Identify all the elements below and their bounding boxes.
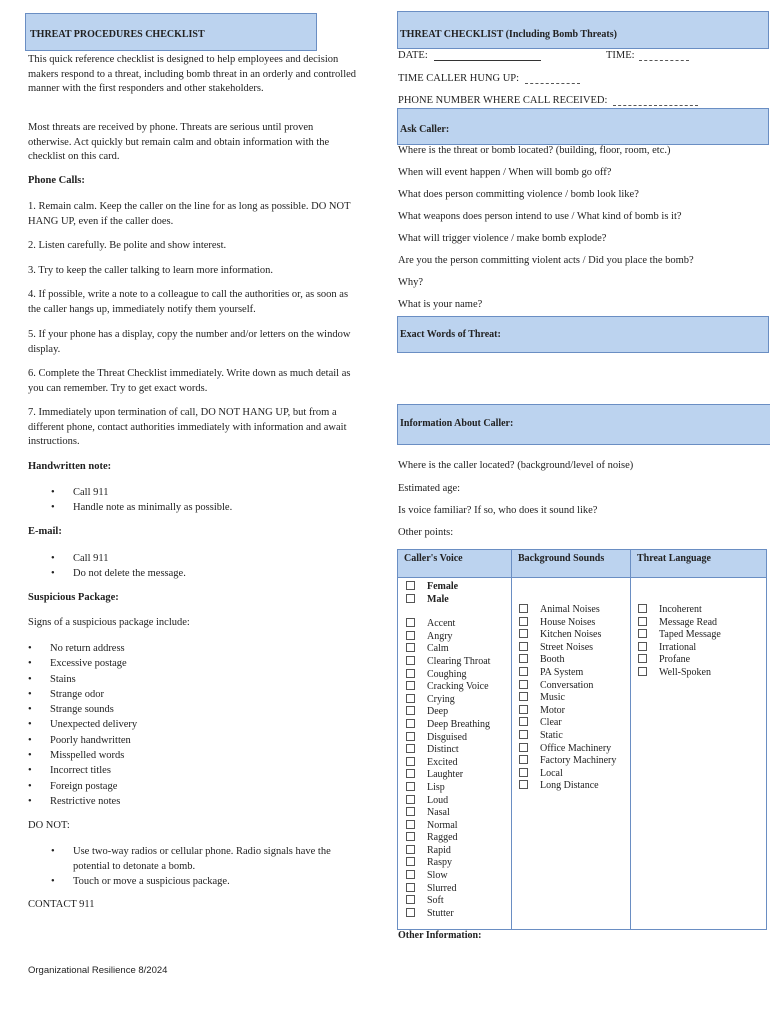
- checkbox-item[interactable]: Deep Breathing: [406, 719, 511, 732]
- checkbox-icon[interactable]: [406, 581, 415, 590]
- handwritten-list: [73, 485, 232, 516]
- checkbox-icon[interactable]: [406, 681, 415, 690]
- question: What will trigger violence / make bomb explode?: [398, 233, 607, 244]
- list-item: • Touch or move a suspicious package.: [73, 875, 358, 890]
- checkbox-icon[interactable]: [519, 667, 528, 676]
- checkbox-icon[interactable]: [519, 692, 528, 701]
- checkbox-item[interactable]: Lisp: [406, 782, 511, 795]
- checkbox-icon[interactable]: [406, 857, 415, 866]
- sounds-list: [512, 578, 630, 793]
- checkbox-icon[interactable]: [519, 604, 528, 613]
- col-header-language: Threat Language: [631, 550, 767, 578]
- checkbox-icon[interactable]: [406, 732, 415, 741]
- question: Why?: [398, 277, 424, 288]
- checkbox-item[interactable]: Loud: [406, 795, 511, 808]
- step-6: 6. Complete the Threat Checklist immediately. Write down as much detail as you can remember. Try to get exact words.: [28, 368, 351, 394]
- checkbox-icon[interactable]: [638, 667, 647, 676]
- checkbox-item[interactable]: Incoherent: [638, 604, 766, 617]
- language-list: [631, 578, 766, 680]
- info-caller-box: [397, 404, 770, 445]
- checkbox-icon[interactable]: [406, 757, 415, 766]
- hungup-field: [398, 73, 580, 84]
- checkbox-icon[interactable]: [519, 617, 528, 626]
- checkbox-item[interactable]: Distinct: [406, 744, 511, 757]
- col-header-sounds: Background Sounds: [512, 550, 631, 578]
- checkbox-icon[interactable]: [406, 643, 415, 652]
- list-item: • Incorrect titles: [50, 763, 137, 778]
- phone-calls-heading: Phone Calls:: [28, 175, 85, 186]
- footer-text: Organizational Resilience 8/2024: [28, 965, 168, 976]
- list-item: • Unexpected delivery: [50, 717, 137, 732]
- info-caller-heading: Information About Caller:: [400, 418, 514, 429]
- exact-words-area[interactable]: [397, 355, 769, 400]
- checkbox-item[interactable]: Female: [406, 581, 511, 594]
- checkbox-icon[interactable]: [406, 845, 415, 854]
- question: Are you the person committing violent acts / Did you place the bomb?: [398, 255, 694, 266]
- other-information-label: Other Information:: [398, 930, 482, 941]
- checkbox-item[interactable]: Local: [519, 768, 630, 781]
- checkbox-item[interactable]: Crying: [406, 694, 511, 707]
- estimated-age-line: Estimated age:: [398, 483, 461, 494]
- checkbox-icon[interactable]: [406, 883, 415, 892]
- list-item: • Use two-way radios or cellular phone. Radio signals have the potential to detonate a bomb.: [73, 845, 358, 874]
- checkbox-item[interactable]: Static: [519, 730, 630, 743]
- question: What weapons does person intend to use / What kind of bomb is it?: [398, 211, 682, 222]
- date-line[interactable]: [434, 50, 541, 61]
- voice-familiar-line: Is voice familiar? If so, who does it sound like?: [398, 505, 598, 516]
- checkbox-item[interactable]: Animal Noises: [519, 604, 630, 617]
- list-item: • Stains: [50, 672, 137, 687]
- checkbox-icon[interactable]: [519, 743, 528, 752]
- checkbox-item[interactable]: Kitchen Noises: [519, 629, 630, 642]
- checkbox-item[interactable]: Long Distance: [519, 780, 630, 793]
- checkbox-icon[interactable]: [406, 782, 415, 791]
- right-title-box: [397, 11, 769, 49]
- checkbox-icon[interactable]: [406, 870, 415, 879]
- checkbox-item[interactable]: Coughing: [406, 669, 511, 682]
- checkbox-item[interactable]: Motor: [519, 705, 630, 718]
- time-line[interactable]: [639, 50, 689, 61]
- list-item: • Do not delete the message.: [73, 566, 186, 581]
- donot-list: [73, 845, 358, 890]
- checkbox-item[interactable]: Rapid: [406, 845, 511, 858]
- checkbox-item[interactable]: Booth: [519, 654, 630, 667]
- checkbox-item[interactable]: Stutter: [406, 908, 511, 921]
- question: What does person committing violence / bomb look like?: [398, 189, 639, 200]
- checkbox-item[interactable]: Clearing Throat: [406, 656, 511, 669]
- exact-words-heading: Exact Words of Threat:: [400, 329, 501, 340]
- checkbox-item[interactable]: Excited: [406, 757, 511, 770]
- checkbox-item[interactable]: Clear: [519, 717, 630, 730]
- checkbox-icon[interactable]: [406, 656, 415, 665]
- checkbox-item[interactable]: Message Read: [638, 617, 766, 630]
- language-column: [631, 578, 767, 930]
- checkbox-item[interactable]: House Noises: [519, 617, 630, 630]
- checkbox-item[interactable]: Laughter: [406, 769, 511, 782]
- checkbox-icon[interactable]: [638, 629, 647, 638]
- checkbox-item[interactable]: Music: [519, 692, 630, 705]
- date-field: [398, 50, 541, 61]
- gender-list: [398, 578, 511, 606]
- checkbox-item[interactable]: Taped Message: [638, 629, 766, 642]
- checkbox-icon[interactable]: [519, 705, 528, 714]
- list-item: • Foreign postage: [50, 779, 137, 794]
- checkbox-item[interactable]: Profane: [638, 654, 766, 667]
- list-item: • Misspelled words: [50, 748, 137, 763]
- email-heading: E-mail:: [28, 526, 62, 537]
- list-item: • No return address: [50, 641, 137, 656]
- step-2: 2. Listen carefully. Be polite and show interest.: [28, 240, 227, 251]
- checkbox-icon[interactable]: [406, 769, 415, 778]
- checkbox-item[interactable]: Accent: [406, 618, 511, 631]
- voice-column: [398, 578, 512, 930]
- checkbox-item[interactable]: Deep: [406, 706, 511, 719]
- exact-words-box: [397, 316, 769, 353]
- phone-number-label: PHONE NUMBER WHERE CALL RECEIVED:: [398, 95, 608, 106]
- checkbox-icon[interactable]: [406, 795, 415, 804]
- checkbox-item[interactable]: Well-Spoken: [638, 667, 766, 680]
- email-list: [73, 551, 186, 582]
- hungup-line[interactable]: [525, 73, 580, 84]
- other-points-line: Other points:: [398, 527, 454, 538]
- checkbox-icon[interactable]: [406, 807, 415, 816]
- signs-list: [50, 641, 137, 809]
- list-item: • Excessive postage: [50, 656, 137, 671]
- question: When will event happen / When will bomb go off?: [398, 167, 612, 178]
- checkbox-icon[interactable]: [638, 617, 647, 626]
- checkbox-icon[interactable]: [406, 744, 415, 753]
- voice-list: [398, 606, 511, 920]
- checkbox-item[interactable]: Male: [406, 594, 511, 607]
- list-item: • Call 911: [73, 485, 232, 500]
- checkbox-icon[interactable]: [638, 654, 647, 663]
- step-1: 1. Remain calm. Keep the caller on the line for as long as possible. DO NOT HANG UP, even if the caller does.: [28, 201, 351, 227]
- checkbox-item[interactable]: Normal: [406, 820, 511, 833]
- checkbox-icon[interactable]: [406, 908, 415, 917]
- step-3: 3. Try to keep the caller talking to learn more information.: [28, 265, 273, 276]
- checkbox-item[interactable]: Angry: [406, 631, 511, 644]
- time-field: [606, 50, 689, 61]
- checkbox-item[interactable]: Irrational: [638, 642, 766, 655]
- step-5: 5. If your phone has a display, copy the number and/or letters on the window display.: [28, 329, 351, 355]
- checkbox-item[interactable]: Factory Machinery: [519, 755, 630, 768]
- left-title-box: [25, 13, 317, 51]
- list-item: • Handle note as minimally as possible.: [73, 500, 232, 515]
- checkbox-item[interactable]: Conversation: [519, 680, 630, 693]
- checkbox-item[interactable]: Raspy: [406, 857, 511, 870]
- phone-number-field: [398, 95, 698, 106]
- list-item: • Strange sounds: [50, 702, 137, 717]
- checkbox-item[interactable]: Nasal: [406, 807, 511, 820]
- checkbox-icon[interactable]: [406, 832, 415, 841]
- ask-caller-heading: Ask Caller:: [400, 124, 450, 135]
- checkbox-icon[interactable]: [638, 642, 647, 651]
- checkbox-icon[interactable]: [406, 669, 415, 678]
- handwritten-heading: Handwritten note:: [28, 461, 112, 472]
- caller-characteristics-table: [397, 549, 767, 930]
- left-title: THREAT PROCEDURES CHECKLIST: [30, 29, 205, 40]
- donot-heading: DO NOT:: [28, 820, 70, 831]
- list-item: • Call 911: [73, 551, 186, 566]
- checkbox-icon[interactable]: [406, 706, 415, 715]
- col-header-voice: Caller's Voice: [398, 550, 512, 578]
- checkbox-item[interactable]: Calm: [406, 643, 511, 656]
- checkbox-icon[interactable]: [519, 780, 528, 789]
- checkbox-icon[interactable]: [406, 631, 415, 640]
- checkbox-item[interactable]: Office Machinery: [519, 743, 630, 756]
- checkbox-item[interactable]: Slurred: [406, 883, 511, 896]
- checkbox-icon[interactable]: [638, 604, 647, 613]
- hungup-label: TIME CALLER HUNG UP:: [398, 73, 520, 84]
- question: What is your name?: [398, 299, 483, 310]
- signs-intro: Signs of a suspicious package include:: [28, 617, 190, 628]
- intro-paragraph-2: Most threats are received by phone. Threats are serious until proven otherwise. Act quickly but remain calm and obtain information with the checklist on this card.: [28, 122, 330, 162]
- checkbox-icon[interactable]: [519, 730, 528, 739]
- list-item: • Strange odor: [50, 687, 137, 702]
- right-title: THREAT CHECKLIST (Including Bomb Threats): [400, 29, 617, 40]
- checkbox-item[interactable]: Disguised: [406, 732, 511, 745]
- checkbox-item[interactable]: Soft: [406, 895, 511, 908]
- list-item: • Restrictive notes: [50, 794, 137, 809]
- step-7: 7. Immediately upon termination of call, DO NOT HANG UP, but from a different phone, contact authorities immediately with information and await instructions.: [28, 407, 347, 447]
- checkbox-item[interactable]: PA System: [519, 667, 630, 680]
- list-item: • Poorly handwritten: [50, 733, 137, 748]
- checkbox-icon[interactable]: [406, 895, 415, 904]
- question: Where is the threat or bomb located? (building, floor, room, etc.): [398, 145, 671, 156]
- checkbox-icon[interactable]: [519, 629, 528, 638]
- checkbox-icon[interactable]: [406, 719, 415, 728]
- step-4: 4. If possible, write a note to a colleague to call the authorities or, as soon as the caller hangs up, immediately notify them yourself.: [28, 289, 349, 315]
- checkbox-icon[interactable]: [519, 755, 528, 764]
- checkbox-icon[interactable]: [519, 654, 528, 663]
- checkbox-icon[interactable]: [519, 768, 528, 777]
- checkbox-icon[interactable]: [406, 594, 415, 603]
- checkbox-icon[interactable]: [519, 680, 528, 689]
- package-heading: Suspicious Package:: [28, 592, 119, 603]
- checkbox-icon[interactable]: [519, 642, 528, 651]
- checkbox-item[interactable]: Street Noises: [519, 642, 630, 655]
- checkbox-icon[interactable]: [519, 717, 528, 726]
- checkbox-icon[interactable]: [406, 618, 415, 627]
- checkbox-item[interactable]: Slow: [406, 870, 511, 883]
- sounds-column: [512, 578, 631, 930]
- date-label: DATE:: [398, 50, 428, 61]
- phone-number-line[interactable]: [613, 95, 698, 106]
- intro-paragraph-1: This quick reference checklist is designed to help employees and decision makers respond to a threat, including bomb threat in an orderly and controlled manner with the first responders and other stakeholders.: [28, 54, 357, 94]
- checkbox-item[interactable]: Ragged: [406, 832, 511, 845]
- contact-911: CONTACT 911: [28, 899, 95, 910]
- checkbox-item[interactable]: Cracking Voice: [406, 681, 511, 694]
- checkbox-icon[interactable]: [406, 820, 415, 829]
- ask-caller-box: [397, 108, 769, 145]
- time-label: TIME:: [606, 50, 635, 61]
- caller-location-line: Where is the caller located? (background/level of noise): [398, 460, 634, 471]
- checkbox-icon[interactable]: [406, 694, 415, 703]
